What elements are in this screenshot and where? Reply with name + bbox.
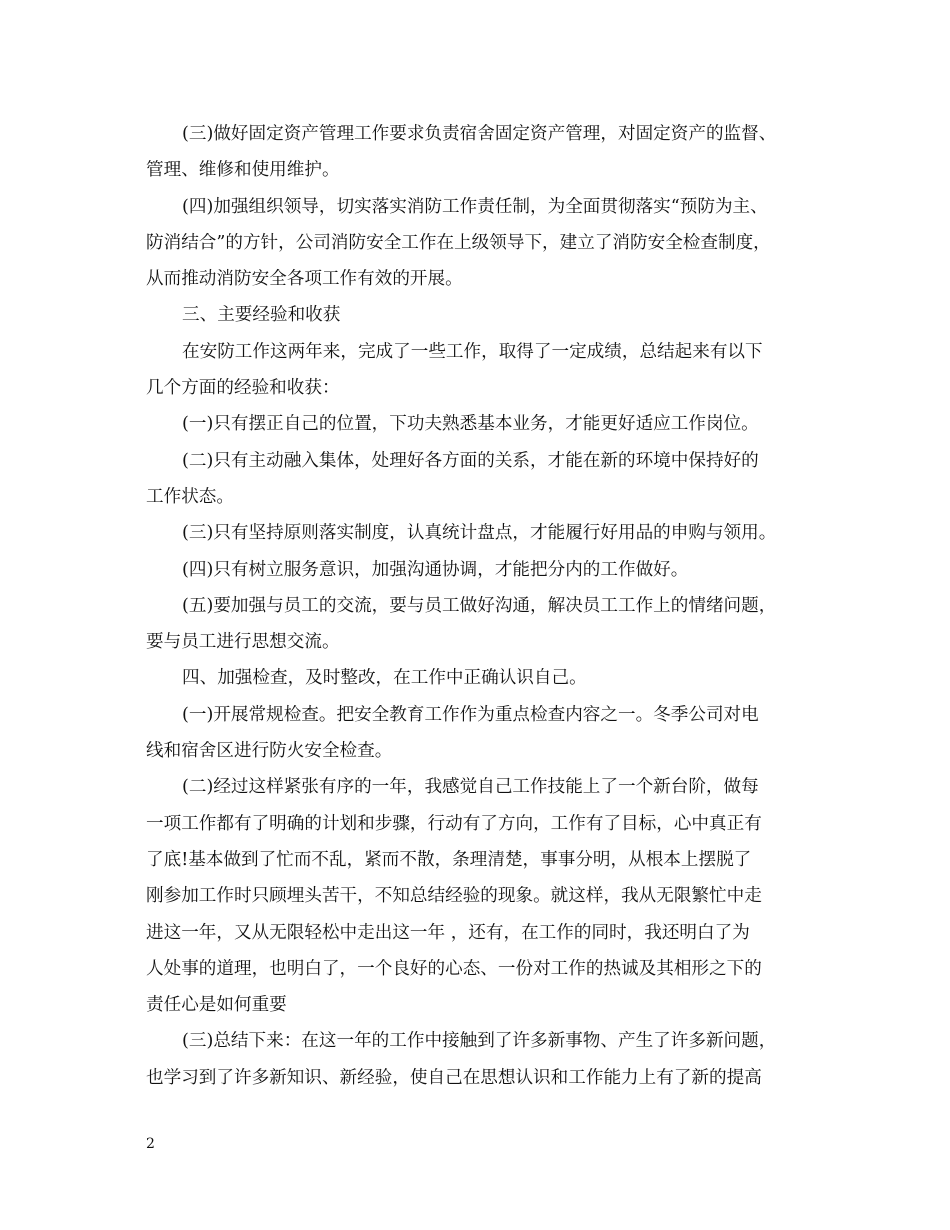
text-line: 线和宿舍区进行防火安全检查。 [146,741,393,762]
text-line: 四、加强检查，及时整改，在工作中正确认识自己。 [182,668,587,689]
text-line: (三)总结下来：在这一年的工作中接触到了许多新事物、产生了许多新问题， [182,1031,777,1052]
text-line: 要与员工进行思想交流。 [146,632,340,653]
text-line: (二)只有主动融入集体，处理好各方面的关系，才能在新的环境中保持好的 [182,450,759,471]
text-line: (三)只有坚持原则落实制度，认真统计盘点，才能履行好用品的申购与领用。 [182,523,777,544]
text-line: 从而推动消防安全各项工作有效的开展。 [146,269,463,290]
text-line: 工作状态。 [146,486,234,507]
text-line: 责任心是如何重要 [146,995,287,1016]
text-line: 管理、维修和使用维护。 [146,160,340,181]
text-line: 防消结合”的方针，公司消防安全工作在上级领导下，建立了消防安全检查制度， [146,232,771,253]
text-line: 一项工作都有了明确的计划和步骤，行动有了方向，工作有了目标，心中真正有 [146,813,762,834]
text-line: 刚参加工作时只顾埋头苦干，不知总结经验的现象。就这样，我从无限繁忙中走 [146,886,762,907]
text-line: (一)开展常规检查。把安全教育工作作为重点检查内容之一。冬季公司对电 [182,704,759,725]
text-line: 也学习到了许多新知识、新经验，使自己在思想认识和工作能力上有了新的提高 [146,1067,762,1088]
text-line: (四)加强组织领导，切实落实消防工作责任制，为全面贯彻落实“预防为主、 [182,196,768,217]
text-line: (二)经过这样紧张有序的一年，我感觉自己工作技能上了一个新台阶，做每 [182,777,759,798]
text-line: (一)只有摆正自己的位置，下功夫熟悉基本业务，才能更好适应工作岗位。 [182,414,759,435]
text-line: 三、主要经验和收获 [182,305,341,326]
text-line: 进这一年，又从无限轻松中走出这一年 ，还有，在工作的同时，我还明白了为 [146,922,750,943]
text-line: 几个方面的经验和收获： [146,378,340,399]
document-body [146,116,806,1096]
text-line: (四)只有树立服务意识，加强沟通协调，才能把分内的工作做好。 [182,559,689,580]
text-line: 了底!基本做到了忙而不乱，紧而不散，条理清楚，事事分明，从根本上摆脱了 [146,849,752,870]
page-number: 2 [146,1136,155,1152]
text-line: (五)要加强与员工的交流，要与员工做好沟通，解决员工工作上的情绪问题， [182,595,777,616]
text-line: 人处事的道理，也明白了，一个良好的心态、一份对工作的热诚及其相形之下的 [146,958,762,979]
text-line: (三)做好固定资产管理工作要求负责宿舍固定资产管理，对固定资产的监督、 [182,124,777,144]
text-line: 在安防工作这两年来，完成了一些工作，取得了一定成绩，总结起来有以下 [182,341,763,362]
